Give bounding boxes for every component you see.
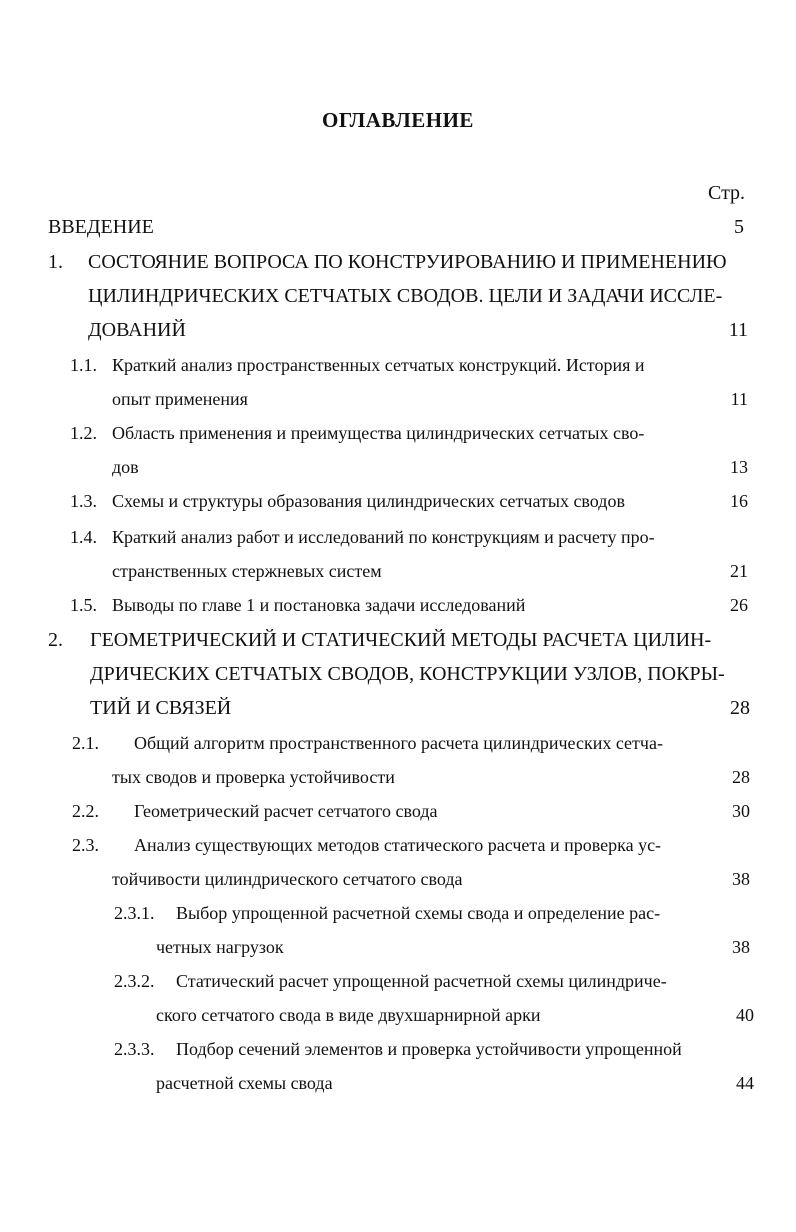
toc-entry-2-3-3-number: 2.3.3. <box>114 1039 155 1059</box>
toc-entry-2-1-number: 2.1. <box>72 733 99 753</box>
toc-entry-1-4-line-2: странственных стержневых систем <box>112 561 382 581</box>
toc-entry-2-3-number: 2.3. <box>72 835 99 855</box>
toc-entry-intro-title: ВВЕДЕНИЕ <box>48 216 154 238</box>
toc-entry-2-3-line-2: тойчивости цилиндрического сетчатого свода <box>112 869 463 889</box>
toc-entry-2-1-line-1: Общий алгоритм пространственного расчета цилиндрических сетча- <box>134 733 663 753</box>
toc-entry-2-3-3-page: 44 <box>736 1073 754 1093</box>
toc-entry-1-5-page: 26 <box>730 595 748 615</box>
toc-entry-1-line-1: СОСТОЯНИЕ ВОПРОСА ПО КОНСТРУИРОВАНИЮ И ПРИМЕНЕНИЮ <box>88 251 727 273</box>
toc-entry-1-line-3: ДОВАНИЙ <box>88 319 186 341</box>
toc-entry-2-3-line-1: Анализ существующих методов статического расчета и проверка ус- <box>134 835 662 855</box>
toc-entry-2-1-page: 28 <box>732 767 750 787</box>
toc-entry-1-line-2: ЦИЛИНДРИЧЕСКИХ СЕТЧАТЫХ СВОДОВ. ЦЕЛИ И ЗАДАЧИ ИССЛЕ- <box>88 285 723 307</box>
toc-entry-2-3-page: 38 <box>732 869 750 889</box>
toc-entry-2-page: 28 <box>730 697 750 719</box>
toc-entry-2-1-line-2: тых сводов и проверка устойчивости <box>112 767 395 787</box>
toc-entry-2-3-2-page: 40 <box>736 1005 754 1025</box>
toc-entry-1-number: 1. <box>48 251 63 273</box>
toc-entry-2-3-3-line-2: расчетной схемы свода <box>156 1073 333 1093</box>
toc-entry-1-4-number: 1.4. <box>70 527 97 547</box>
toc-entry-1-page: 11 <box>728 319 748 341</box>
toc-entry-1-1-line-1: Краткий анализ пространственных сетчатых конструкций. История и <box>112 355 645 375</box>
toc-entry-intro-page: 5 <box>734 216 744 238</box>
toc-entry-2-3-1-line-2: четных нагрузок <box>156 937 284 957</box>
toc-entry-2-line-3: ТИЙ И СВЯЗЕЙ <box>90 697 232 719</box>
toc-entry-2-3-1-number: 2.3.1. <box>114 903 155 923</box>
toc-entry-2-2-number: 2.2. <box>72 801 99 821</box>
toc-entry-1-3-page: 16 <box>730 491 748 511</box>
toc-entry-1-3-line-1: Схемы и структуры образования цилиндрических сетчатых сводов <box>112 491 625 511</box>
toc-entry-1-5-line-1: Выводы по главе 1 и постановка задачи исследований <box>112 595 526 615</box>
toc-entry-2-3-1-page: 38 <box>732 937 750 957</box>
toc-entry-2-3-2-line-1: Статический расчет упрощенной расчетной схемы цилиндриче- <box>176 971 667 991</box>
toc-entry-2-line-2: ДРИЧЕСКИХ СЕТЧАТЫХ СВОДОВ, КОНСТРУКЦИИ УЗЛОВ, ПОКРЫ- <box>90 663 725 685</box>
toc-entry-1-2-line-1: Область применения и преимущества цилиндрических сетчатых сво- <box>112 423 645 443</box>
toc-entry-2-3-1-line-1: Выбор упрощенной расчетной схемы свода и определение рас- <box>176 903 661 923</box>
page-column-header: Стр. <box>708 182 746 204</box>
toc-entry-1-5-number: 1.5. <box>70 595 97 615</box>
toc-entry-2-2-page: 30 <box>732 801 750 821</box>
toc-entry-1-1-number: 1.1. <box>70 355 97 375</box>
toc-entry-1-2-number: 1.2. <box>70 423 97 443</box>
toc-entry-1-4-line-1: Краткий анализ работ и исследований по конструкциям и расчету про- <box>112 527 655 547</box>
toc-entry-1-4-page: 21 <box>730 561 748 581</box>
toc-entry-2-3-2-line-2: ского сетчатого свода в виде двухшарнирной арки <box>156 1005 541 1025</box>
toc-entry-2-number: 2. <box>48 629 63 651</box>
toc-entry-2-line-1: ГЕОМЕТРИЧЕСКИЙ И СТАТИЧЕСКИЙ МЕТОДЫ РАСЧЕТА ЦИЛИН- <box>90 629 712 651</box>
toc-entry-2-3-2-number: 2.3.2. <box>114 971 155 991</box>
toc-entry-2-2-line-1: Геометрический расчет сетчатого свода <box>134 801 438 821</box>
toc-entry-1-3-number: 1.3. <box>70 491 97 511</box>
page-title: ОГЛАВЛЕНИЕ <box>322 108 474 132</box>
toc-entry-1-2-line-2: дов <box>112 457 139 477</box>
toc-entry-1-1-page: 11 <box>730 389 748 409</box>
toc-entry-1-1-line-2: опыт применения <box>112 389 248 409</box>
toc-entry-1-2-page: 13 <box>730 457 748 477</box>
toc-entry-2-3-3-line-1: Подбор сечений элементов и проверка устойчивости упрощенной <box>176 1039 682 1059</box>
